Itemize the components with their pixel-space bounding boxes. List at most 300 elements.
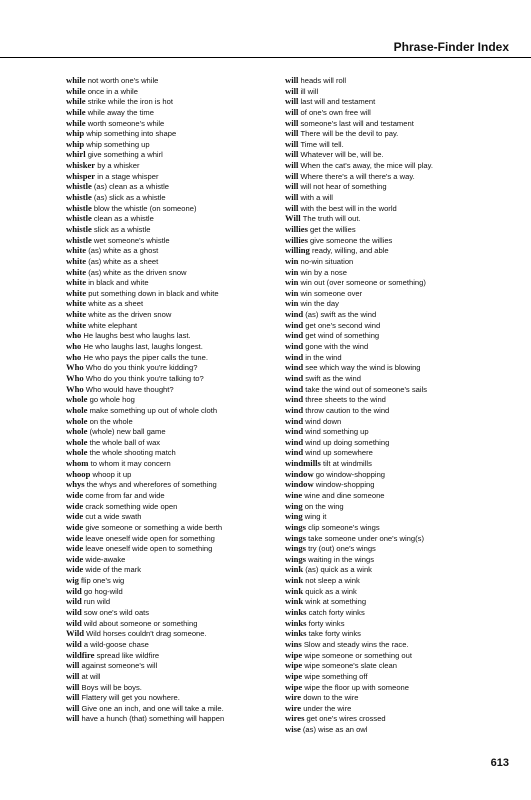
- index-keyword: win: [285, 255, 299, 266]
- index-phrase: Who do you think you're talking to?: [85, 373, 204, 383]
- index-keyword: will: [66, 681, 80, 692]
- index-entry: [66, 149, 286, 160]
- index-keyword: wide: [66, 543, 84, 554]
- index-phrase: wind down: [305, 416, 342, 426]
- index-entry: [285, 309, 505, 320]
- index-phrase: ill will: [300, 86, 319, 96]
- index-entry: [66, 235, 286, 246]
- index-phrase: wind something up: [305, 427, 369, 437]
- index-entry: [66, 267, 286, 278]
- index-phrase: clip someone's wings: [308, 522, 380, 532]
- index-entry: [66, 650, 286, 661]
- index-phrase: win out (over someone or something): [300, 278, 426, 288]
- index-entry: [285, 352, 505, 363]
- index-phrase: catch forty winks: [308, 608, 365, 618]
- index-entry: [66, 671, 286, 682]
- index-keyword: whistle: [66, 213, 92, 224]
- index-entry: [285, 660, 505, 671]
- page-header: [0, 0, 531, 60]
- index-entry: [285, 575, 505, 586]
- index-phrase: whip something into shape: [86, 129, 177, 139]
- index-phrase: three sheets to the wind: [305, 395, 386, 405]
- index-keyword: winks: [285, 617, 307, 628]
- index-entry: [66, 171, 286, 182]
- index-entry: [285, 267, 505, 278]
- index-entry: [285, 213, 505, 224]
- index-entry: [66, 501, 286, 512]
- index-keyword: willies: [285, 223, 308, 234]
- index-phrase: the whys and wherefores of something: [86, 480, 217, 490]
- index-phrase: wild about someone or something: [83, 618, 198, 628]
- index-keyword: white: [66, 298, 87, 309]
- index-phrase: gone with the wind: [305, 342, 369, 352]
- index-keyword: whole: [66, 447, 88, 458]
- index-keyword: wipe: [285, 660, 303, 671]
- index-keyword: who: [66, 341, 82, 352]
- index-phrase: at will: [81, 671, 101, 681]
- index-entry: [285, 171, 505, 182]
- index-entry: [285, 437, 505, 448]
- index-entry: [285, 75, 505, 86]
- index-keyword: while: [66, 85, 86, 96]
- index-column-right: [285, 75, 505, 735]
- index-keyword: wildfire: [66, 649, 95, 660]
- index-phrase: wind up somewhere: [305, 448, 373, 458]
- index-keyword: wind: [285, 415, 304, 426]
- index-entry: [66, 352, 286, 363]
- index-entry: [285, 586, 505, 597]
- index-entry: [66, 458, 286, 469]
- index-phrase: wipe someone's slate clean: [304, 661, 397, 671]
- index-phrase: (as) quick as a wink: [305, 565, 372, 575]
- index-keyword: window: [285, 468, 314, 479]
- index-entry: [285, 607, 505, 618]
- index-keyword: wind: [285, 341, 304, 352]
- index-entry: [66, 713, 286, 724]
- index-phrase: (as) white as a sheet: [88, 256, 159, 266]
- index-keyword: will: [285, 106, 299, 117]
- index-phrase: waiting in the wings: [308, 554, 374, 564]
- index-phrase: under the wire: [303, 703, 352, 713]
- index-entry: [66, 490, 286, 501]
- index-phrase: give something a whirl: [87, 150, 163, 160]
- index-keyword: wipe: [285, 681, 303, 692]
- index-entry: [66, 298, 286, 309]
- index-keyword: will: [285, 138, 299, 149]
- index-entry: [66, 405, 286, 416]
- index-keyword: wide: [66, 489, 84, 500]
- index-keyword: white: [66, 255, 87, 266]
- index-keyword: wink: [285, 575, 304, 586]
- index-keyword: Wild: [66, 628, 84, 639]
- index-keyword: wire: [285, 702, 302, 713]
- index-entry: [66, 256, 286, 267]
- index-entry: [285, 554, 505, 565]
- index-entry: [285, 341, 505, 352]
- index-entry: [285, 277, 505, 288]
- index-phrase: get one's second wind: [305, 320, 381, 330]
- index-phrase: slick as a whistle: [93, 224, 151, 234]
- index-keyword: will: [285, 75, 299, 85]
- index-entry: [285, 692, 505, 703]
- index-keyword: wink: [285, 564, 304, 575]
- index-phrase: by a whisker: [97, 161, 140, 171]
- index-phrase: (as) wise as an owl: [302, 725, 368, 735]
- index-keyword: will: [66, 670, 80, 681]
- index-keyword: white: [66, 309, 87, 320]
- index-entry: [285, 86, 505, 97]
- index-phrase: He laughs best who laughs last.: [83, 331, 191, 341]
- index-entry: [66, 192, 286, 203]
- index-entry: [285, 362, 505, 373]
- index-entry: [66, 554, 286, 565]
- index-entry: [285, 118, 505, 129]
- index-keyword: wing: [285, 500, 303, 511]
- index-phrase: with a will: [300, 193, 333, 203]
- index-phrase: blow the whistle (on someone): [93, 203, 197, 213]
- index-keyword: who: [66, 351, 82, 362]
- index-phrase: wipe something off: [304, 671, 368, 681]
- index-entry: [66, 213, 286, 224]
- index-keyword: win: [285, 266, 299, 277]
- index-phrase: take forty winks: [308, 629, 361, 639]
- index-entry: [66, 330, 286, 341]
- index-entry: [285, 650, 505, 661]
- index-keyword: wide: [66, 553, 84, 564]
- index-keyword: wild: [66, 638, 82, 649]
- index-phrase: Who would have thought?: [85, 384, 174, 394]
- index-phrase: take the wind out of someone's sails: [305, 384, 428, 394]
- index-keyword: wide: [66, 511, 84, 522]
- index-phrase: win someone over: [300, 288, 363, 298]
- index-phrase: Boys will be boys.: [81, 682, 142, 692]
- index-entry: [285, 564, 505, 575]
- index-phrase: leave oneself wide open for something: [85, 533, 215, 543]
- index-phrase: The truth will out.: [302, 214, 361, 224]
- index-phrase: strike while the iron is hot: [87, 97, 173, 107]
- index-keyword: wind: [285, 362, 304, 373]
- index-phrase: wet someone's whistle: [93, 235, 170, 245]
- index-keyword: wig: [66, 575, 79, 586]
- index-phrase: on the whole: [89, 416, 133, 426]
- index-keyword: whistle: [66, 223, 92, 234]
- index-entry: [66, 75, 286, 86]
- index-entry: [66, 522, 286, 533]
- index-phrase: run wild: [83, 597, 111, 607]
- index-phrase: in the wind: [305, 352, 342, 362]
- index-entry: [66, 384, 286, 395]
- index-entry: [285, 128, 505, 139]
- index-keyword: whirl: [66, 149, 86, 160]
- index-phrase: get the willies: [310, 224, 356, 234]
- index-keyword: win: [285, 287, 299, 298]
- index-entry: [285, 501, 505, 512]
- index-keyword: white: [66, 277, 87, 288]
- index-entry: [66, 479, 286, 490]
- index-keyword: wild: [66, 607, 82, 618]
- index-keyword: while: [66, 96, 86, 107]
- index-keyword: will: [285, 192, 299, 203]
- index-phrase: someone's last will and testament: [300, 118, 414, 128]
- index-entry: [66, 203, 286, 214]
- index-phrase: wind up doing something: [305, 437, 390, 447]
- index-keyword: will: [285, 170, 299, 181]
- index-phrase: Who do you think you're kidding?: [85, 363, 198, 373]
- index-phrase: worth someone's while: [87, 118, 165, 128]
- index-keyword: while: [66, 75, 86, 85]
- index-entry: [285, 181, 505, 192]
- index-entry: [285, 447, 505, 458]
- index-phrase: in a stage whisper: [97, 171, 159, 181]
- index-entry: [285, 139, 505, 150]
- index-phrase: Flattery will get you nowhere.: [81, 693, 180, 703]
- index-keyword: will: [66, 660, 80, 671]
- index-keyword: wink: [285, 585, 304, 596]
- index-phrase: not worth one's while: [87, 76, 159, 85]
- index-entry: [285, 245, 505, 256]
- index-keyword: whip: [66, 128, 85, 139]
- index-keyword: whisper: [66, 170, 96, 181]
- index-keyword: white: [66, 266, 87, 277]
- index-keyword: white: [66, 287, 87, 298]
- index-keyword: wind: [285, 447, 304, 458]
- index-entry: [285, 682, 505, 693]
- index-entry: [66, 607, 286, 618]
- index-phrase: Give one an inch, and one will take a mile.: [81, 703, 224, 713]
- index-phrase: try (out) one's wings: [308, 544, 376, 554]
- index-entry: [285, 256, 505, 267]
- index-entry: [66, 320, 286, 331]
- index-entry: [285, 394, 505, 405]
- index-entry: [66, 586, 286, 597]
- index-entry: [66, 682, 286, 693]
- index-entry: [66, 245, 286, 256]
- index-entry: [66, 533, 286, 544]
- index-entry: [66, 596, 286, 607]
- index-keyword: whoop: [66, 468, 91, 479]
- index-phrase: to whom it may concern: [90, 459, 171, 469]
- index-entry: [66, 575, 286, 586]
- index-keyword: who: [66, 330, 82, 341]
- index-phrase: sow one's wild oats: [83, 608, 150, 618]
- index-keyword: Who: [66, 372, 84, 383]
- index-keyword: wind: [285, 372, 304, 383]
- index-keyword: white: [66, 245, 87, 256]
- index-keyword: whole: [66, 404, 88, 415]
- index-keyword: wine: [285, 489, 303, 500]
- index-entry: [285, 416, 505, 427]
- index-keyword: whole: [66, 426, 88, 437]
- index-entry: [285, 235, 505, 246]
- index-phrase: cut a wide swath: [85, 512, 142, 522]
- running-head-title: Phrase-Finder Index: [393, 40, 509, 54]
- index-keyword: whistle: [66, 234, 92, 245]
- index-keyword: wink: [285, 596, 304, 607]
- index-entry: [66, 107, 286, 118]
- index-phrase: not sleep a wink: [305, 576, 360, 586]
- index-phrase: will not hear of something: [300, 182, 387, 192]
- index-keyword: winks: [285, 628, 307, 639]
- index-phrase: with the best will in the world: [300, 203, 397, 213]
- index-keyword: wind: [285, 436, 304, 447]
- index-keyword: wise: [285, 724, 301, 735]
- index-phrase: wipe the floor up with someone: [304, 682, 409, 692]
- index-phrase: of one's own free will: [300, 107, 371, 117]
- index-phrase: (as) white as a ghost: [88, 246, 159, 256]
- index-keyword: wild: [66, 617, 82, 628]
- index-entry: [285, 426, 505, 437]
- index-entry: [285, 639, 505, 650]
- index-keyword: wings: [285, 521, 307, 532]
- index-phrase: give someone or something a wide berth: [85, 522, 223, 532]
- index-phrase: against someone's will: [81, 661, 158, 671]
- index-phrase: see which way the wind is blowing: [305, 363, 421, 373]
- header-rule: [0, 57, 531, 58]
- index-phrase: swift as the wind: [305, 373, 361, 383]
- index-phrase: flip one's wig: [81, 576, 125, 586]
- index-keyword: winks: [285, 607, 307, 618]
- index-phrase: leave oneself wide open to something: [85, 544, 213, 554]
- index-keyword: windmills: [285, 458, 321, 469]
- index-phrase: whip something up: [86, 139, 150, 149]
- index-phrase: wide of the mark: [85, 565, 142, 575]
- index-entry: [66, 511, 286, 522]
- index-keyword: wind: [285, 394, 304, 405]
- index-entry: [66, 341, 286, 352]
- index-entry: [285, 490, 505, 501]
- index-phrase: white elephant: [88, 320, 138, 330]
- index-phrase: wing it: [304, 512, 327, 522]
- index-phrase: crack something wide open: [85, 501, 178, 511]
- index-keyword: will: [285, 117, 299, 128]
- index-phrase: while away the time: [87, 107, 154, 117]
- index-phrase: wink at something: [305, 597, 367, 607]
- index-phrase: tilt at windmills: [322, 459, 372, 469]
- index-phrase: Time will tell.: [300, 139, 344, 149]
- index-entry: [285, 405, 505, 416]
- index-entry: [66, 96, 286, 107]
- index-keyword: will: [285, 85, 299, 96]
- index-entry: [66, 118, 286, 129]
- index-phrase: give someone the willies: [310, 235, 393, 245]
- index-keyword: wind: [285, 319, 304, 330]
- index-keyword: window: [285, 479, 314, 490]
- index-phrase: Wild horses couldn't drag someone.: [86, 629, 207, 639]
- page-number: 613: [490, 757, 509, 769]
- index-keyword: whistle: [66, 181, 92, 192]
- index-keyword: wipe: [285, 649, 303, 660]
- index-phrase: When the cat's away, the mice will play.: [300, 161, 433, 171]
- index-keyword: wind: [285, 330, 304, 341]
- index-keyword: wind: [285, 383, 304, 394]
- index-entry: [285, 203, 505, 214]
- index-entry: [66, 139, 286, 150]
- index-phrase: no-win situation: [300, 256, 354, 266]
- index-entry: [66, 692, 286, 703]
- index-phrase: (as) slick as a whistle: [93, 193, 166, 203]
- index-entry: [66, 181, 286, 192]
- index-keyword: wings: [285, 543, 307, 554]
- index-entry: [285, 479, 505, 490]
- index-keyword: wind: [285, 351, 304, 362]
- index-entry: [285, 703, 505, 714]
- index-entry: [66, 639, 286, 650]
- index-keyword: whistle: [66, 202, 92, 213]
- index-entry: [66, 660, 286, 671]
- index-entry: [285, 330, 505, 341]
- index-phrase: There will be the devil to pay.: [300, 129, 399, 139]
- index-phrase: (as) white as the driven snow: [88, 267, 187, 277]
- index-phrase: win by a nose: [300, 267, 347, 277]
- index-entry: [66, 469, 286, 480]
- index-entry: [285, 469, 505, 480]
- index-phrase: (whole) new ball game: [89, 427, 166, 437]
- index-keyword: wide: [66, 532, 84, 543]
- index-entry: [66, 362, 286, 373]
- index-keyword: will: [66, 702, 80, 713]
- index-keyword: whole: [66, 394, 88, 405]
- index-phrase: (as) swift as the wind: [305, 310, 377, 320]
- index-entry: [66, 86, 286, 97]
- index-phrase: spread like wildfire: [96, 650, 160, 660]
- index-phrase: wide-awake: [85, 554, 126, 564]
- index-keyword: Who: [66, 362, 84, 373]
- index-entry: [66, 703, 286, 714]
- index-keyword: will: [285, 96, 299, 107]
- index-entry: [66, 447, 286, 458]
- index-keyword: will: [285, 160, 299, 171]
- index-phrase: go whole hog: [89, 395, 135, 405]
- index-phrase: make something up out of whole cloth: [89, 405, 218, 415]
- index-keyword: whip: [66, 138, 85, 149]
- index-entry: [285, 671, 505, 682]
- index-phrase: take someone under one's wing(s): [308, 533, 424, 543]
- index-keyword: will: [285, 128, 299, 139]
- index-keyword: wide: [66, 500, 84, 511]
- index-entry: [285, 384, 505, 395]
- index-entry: [66, 564, 286, 575]
- index-keyword: whistle: [66, 192, 92, 203]
- index-entry: [285, 96, 505, 107]
- index-entry: [66, 618, 286, 629]
- index-phrase: Slow and steady wins the race.: [303, 639, 409, 649]
- index-entry: [285, 596, 505, 607]
- index-phrase: ready, willing, and able: [311, 246, 389, 256]
- index-keyword: wind: [285, 404, 304, 415]
- index-keyword: wipe: [285, 670, 303, 681]
- index-phrase: go window-shopping: [315, 469, 386, 479]
- index-phrase: Whatever will be, will be.: [300, 150, 384, 160]
- index-phrase: (as) clean as a whistle: [93, 182, 170, 192]
- index-entry: [66, 277, 286, 288]
- index-phrase: once in a while: [87, 86, 138, 96]
- index-phrase: get wind of something: [305, 331, 380, 341]
- index-keyword: while: [66, 106, 86, 117]
- index-keyword: willies: [285, 234, 308, 245]
- index-entry: [285, 618, 505, 629]
- index-keyword: wind: [285, 426, 304, 437]
- index-keyword: will: [285, 149, 299, 160]
- index-entry: [285, 713, 505, 724]
- index-keyword: win: [285, 277, 299, 288]
- index-entry: [66, 160, 286, 171]
- index-phrase: come from far and wide: [85, 490, 165, 500]
- index-phrase: throw caution to the wind: [305, 405, 390, 415]
- index-entry: [285, 298, 505, 309]
- index-keyword: whole: [66, 415, 88, 426]
- index-entry: [285, 724, 505, 735]
- index-entry: [66, 288, 286, 299]
